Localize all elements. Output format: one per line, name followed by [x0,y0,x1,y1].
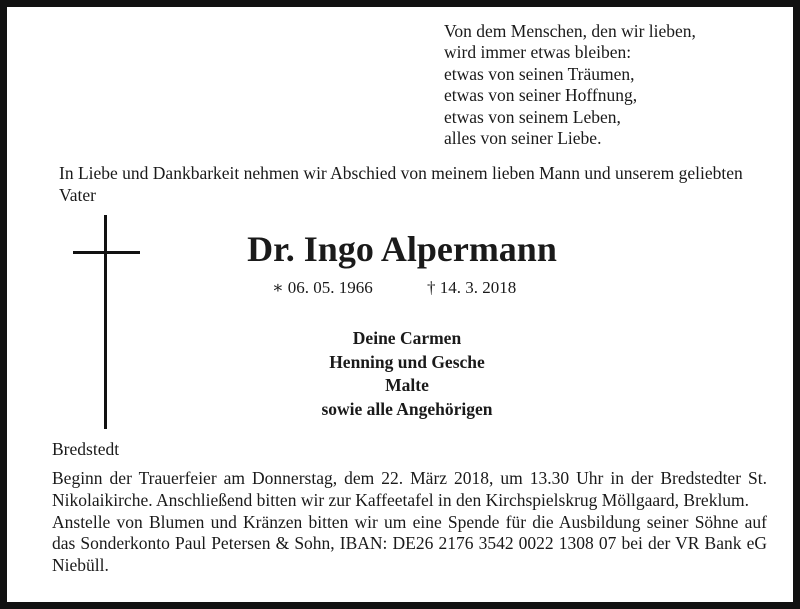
donation-info: Anstelle von Blumen und Kränzen bitten wir um eine Spende für die Ausbildung seiner Söhne auf das Sonderkonto Paul Petersen & Sohn, IBAN: DE26 2176 3542 0022 1308 07 bei der VR Bank eG Niebüll. [52,511,767,576]
death-date: † 14. 3. 2018 [427,278,517,297]
mourner-line: Malte [385,375,429,395]
birth-date: ∗ 06. 05. 1966 [272,278,373,297]
intro-text: In Liebe und Dankbarkeit nehmen wir Abschied von meinem lieben Mann und unserem geliebten Vater [59,163,743,205]
cross-icon-vertical [104,215,107,429]
service-details [52,468,767,577]
memorial-poem [444,21,696,149]
mourner-line: sowie alle Angehörigen [321,398,493,419]
poem-line: etwas von seinem Leben, [444,106,621,127]
mourners-list [247,327,567,421]
service-info: Beginn der Trauerfeier am Donnerstag, dem 22. März 2018, um 13.30 Uhr in der Bredstedter St. Nikolaikirche. Anschließend bitten wir zur Kaffeetafel in den Kirchspielskrug Möllgaard, Breklum. [52,468,767,510]
poem-line: etwas von seinen Träumen, [444,63,635,84]
deceased-name: Dr. Ingo Alpermann [247,229,557,269]
poem-line: alles von seiner Liebe. [444,128,602,149]
mourner-line: Deine Carmen [352,328,462,348]
cross-icon-horizontal [73,251,140,254]
poem-line: etwas von seiner Hoffnung, [444,85,638,106]
mourner-line: Henning und Gesche [329,351,485,372]
place-name: Bredstedt [52,439,120,459]
poem-line: Von dem Menschen, den wir lieben, [444,21,696,41]
poem-line: wird immer etwas bleiben: [444,42,632,63]
